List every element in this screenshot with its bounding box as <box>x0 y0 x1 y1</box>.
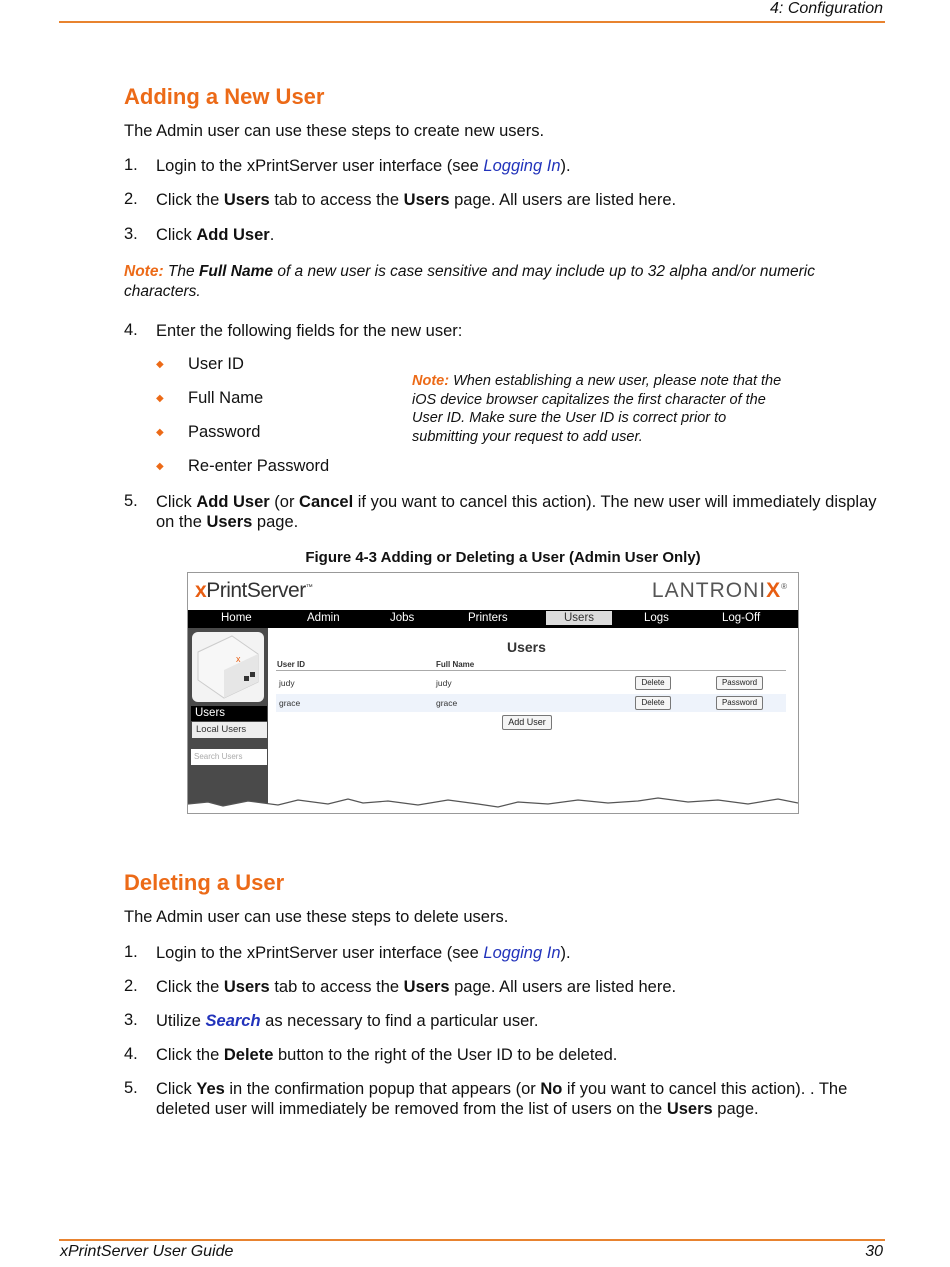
sidebar-item-local-users[interactable]: Local Users <box>192 722 267 738</box>
torn-edge <box>188 795 798 813</box>
step-text: ). <box>560 944 571 962</box>
search-link[interactable]: Search <box>205 1012 261 1030</box>
step-text: Click <box>156 226 197 244</box>
step-text: Click <box>156 1080 197 1098</box>
step-text: Click the <box>156 1046 224 1064</box>
section-heading-add-user: Adding a New User <box>124 84 325 109</box>
step-text: page. <box>712 1100 759 1118</box>
step-text: if you want to cancel this action). The new user will immediately display on the <box>156 493 877 531</box>
note-text: of a new user is case sensitive and may include up to 32 alpha and/or numeric characters. <box>124 263 815 300</box>
step-text: Click the <box>156 191 224 209</box>
app-nav-bar <box>188 610 798 628</box>
user-id-cell: grace <box>279 698 301 708</box>
step-text: button to the right of the User ID to be deleted. <box>273 1046 618 1064</box>
password-button[interactable]: Password <box>716 696 763 710</box>
section-heading-delete-user: Deleting a User <box>124 870 285 895</box>
step-number: 5. <box>124 492 138 510</box>
add-intro: The Admin user can use these steps to create new users. <box>124 122 545 140</box>
nav-users[interactable]: Users <box>546 611 612 625</box>
step-text: page. All users are listed here. <box>449 191 677 209</box>
bold-term: Users <box>223 978 270 996</box>
footer-page-number: 30 <box>865 1243 883 1260</box>
bold-term: Users <box>403 978 450 996</box>
step-text: ). <box>560 157 571 175</box>
svg-text:x: x <box>236 654 241 664</box>
note-label: Note: <box>124 263 164 280</box>
step-text: Click <box>156 493 197 511</box>
nav-printers[interactable]: Printers <box>468 612 508 624</box>
sidebar-title: Users <box>191 706 267 721</box>
device-image <box>192 632 264 702</box>
bold-term: Users <box>206 513 253 531</box>
step-text: page. All users are listed here. <box>449 978 677 996</box>
nav-home[interactable]: Home <box>221 612 252 624</box>
bold-term: Users <box>403 191 450 209</box>
field-label: User ID <box>188 355 244 373</box>
running-header: 4: Configuration <box>770 0 883 17</box>
field-label: Re-enter Password <box>188 457 330 475</box>
header-rule <box>59 21 885 23</box>
diamond-bullet-icon: ◆ <box>156 359 164 370</box>
note-label: Note: <box>412 373 450 389</box>
bold-term: Delete <box>223 1046 274 1064</box>
step-text: (or <box>269 493 300 511</box>
table-divider <box>276 670 786 671</box>
field-label: Full Name <box>188 389 264 407</box>
figure-screenshot <box>187 572 799 814</box>
lantronix-logo <box>652 579 788 603</box>
full-name-cell: grace <box>436 698 458 708</box>
footer-guide-title: xPrintServer User Guide <box>60 1243 234 1260</box>
bold-term: Yes <box>196 1080 225 1098</box>
step-number: 3. <box>124 1011 138 1029</box>
nav-jobs[interactable]: Jobs <box>390 612 415 624</box>
step-number: 2. <box>124 977 138 995</box>
column-header-user-id: User ID <box>277 660 306 669</box>
step-number: 4. <box>124 321 138 339</box>
bold-term: Add User <box>196 493 270 511</box>
nav-admin[interactable]: Admin <box>307 612 340 624</box>
logging-in-link[interactable]: Logging In <box>483 157 561 175</box>
step-text: in the confirmation popup that appears (or <box>224 1080 541 1098</box>
step-text: tab to access the <box>269 978 404 996</box>
table-row <box>276 694 786 712</box>
full-name-cell: judy <box>436 678 452 688</box>
app-header <box>188 573 798 610</box>
add-user-button[interactable]: Add User <box>502 715 552 730</box>
step-number: 2. <box>124 190 138 208</box>
column-header-full-name: Full Name <box>436 660 475 669</box>
trademark-mark: ™ <box>305 584 313 591</box>
user-id-cell: judy <box>279 678 295 688</box>
table-row <box>276 674 786 692</box>
bold-term: No <box>540 1080 563 1098</box>
step-number: 1. <box>124 156 138 174</box>
logo-text: LANTRONI <box>651 579 767 602</box>
step-text: page. <box>252 513 299 531</box>
password-button[interactable]: Password <box>716 676 763 690</box>
app-sidebar <box>188 628 268 813</box>
content-page-title: Users <box>507 639 546 655</box>
logging-in-link[interactable]: Logging In <box>483 944 561 962</box>
nav-logs[interactable]: Logs <box>644 612 669 624</box>
step-text: Login to the xPrintServer user interface (see <box>156 944 484 962</box>
step-number: 4. <box>124 1045 138 1063</box>
note-text: The <box>163 263 199 280</box>
diamond-bullet-icon: ◆ <box>156 393 164 404</box>
step-number: 1. <box>124 943 138 961</box>
delete-button[interactable]: Delete <box>635 696 671 710</box>
nav-log-off[interactable]: Log-Off <box>722 612 761 624</box>
diamond-bullet-icon: ◆ <box>156 461 164 472</box>
step-number: 3. <box>124 225 138 243</box>
bold-term: Full Name <box>198 263 274 280</box>
step-text: if you want to cancel this action). . The deleted user will immediately be removed from the list of users on the <box>156 1080 848 1118</box>
diamond-bullet-icon: ◆ <box>156 427 164 438</box>
logo-x-letter: X <box>766 579 782 602</box>
delete-button[interactable]: Delete <box>635 676 671 690</box>
bold-term: Add User <box>196 226 270 244</box>
step-text: Utilize <box>156 1012 206 1030</box>
logo-text: PrintServer <box>206 579 306 602</box>
step-number: 5. <box>124 1079 138 1097</box>
delete-intro: The Admin user can use these steps to delete users. <box>124 908 509 926</box>
registered-mark: ® <box>781 582 788 591</box>
step-text: as necessary to find a particular user. <box>260 1012 539 1030</box>
bold-term: Users <box>666 1100 713 1118</box>
xprintserver-logo <box>195 579 312 603</box>
step-text: tab to access the <box>269 191 404 209</box>
step-text: Enter the following fields for the new user: <box>156 322 463 340</box>
field-label: Password <box>188 423 261 441</box>
note-text: When establishing a new user, please note that the iOS device browser capitalizes the first character of the User ID. Make sure the User ID is correct prior to submitting your request to add user. <box>412 373 782 445</box>
step-text: Login to the xPrintServer user interface (see <box>156 157 484 175</box>
footer-rule <box>59 1239 885 1241</box>
ios-capitalization-note <box>412 372 792 446</box>
bold-term: Users <box>223 191 270 209</box>
bold-term: Cancel <box>299 493 354 511</box>
logo-x-letter: x <box>195 579 207 602</box>
step-text: Click the <box>156 978 224 996</box>
step-text: . <box>269 226 275 244</box>
full-name-note <box>124 262 864 302</box>
search-users-input[interactable]: Search Users <box>191 749 267 765</box>
figure-caption: Figure 4-3 Adding or Deleting a User (Admin User Only) <box>305 549 701 566</box>
